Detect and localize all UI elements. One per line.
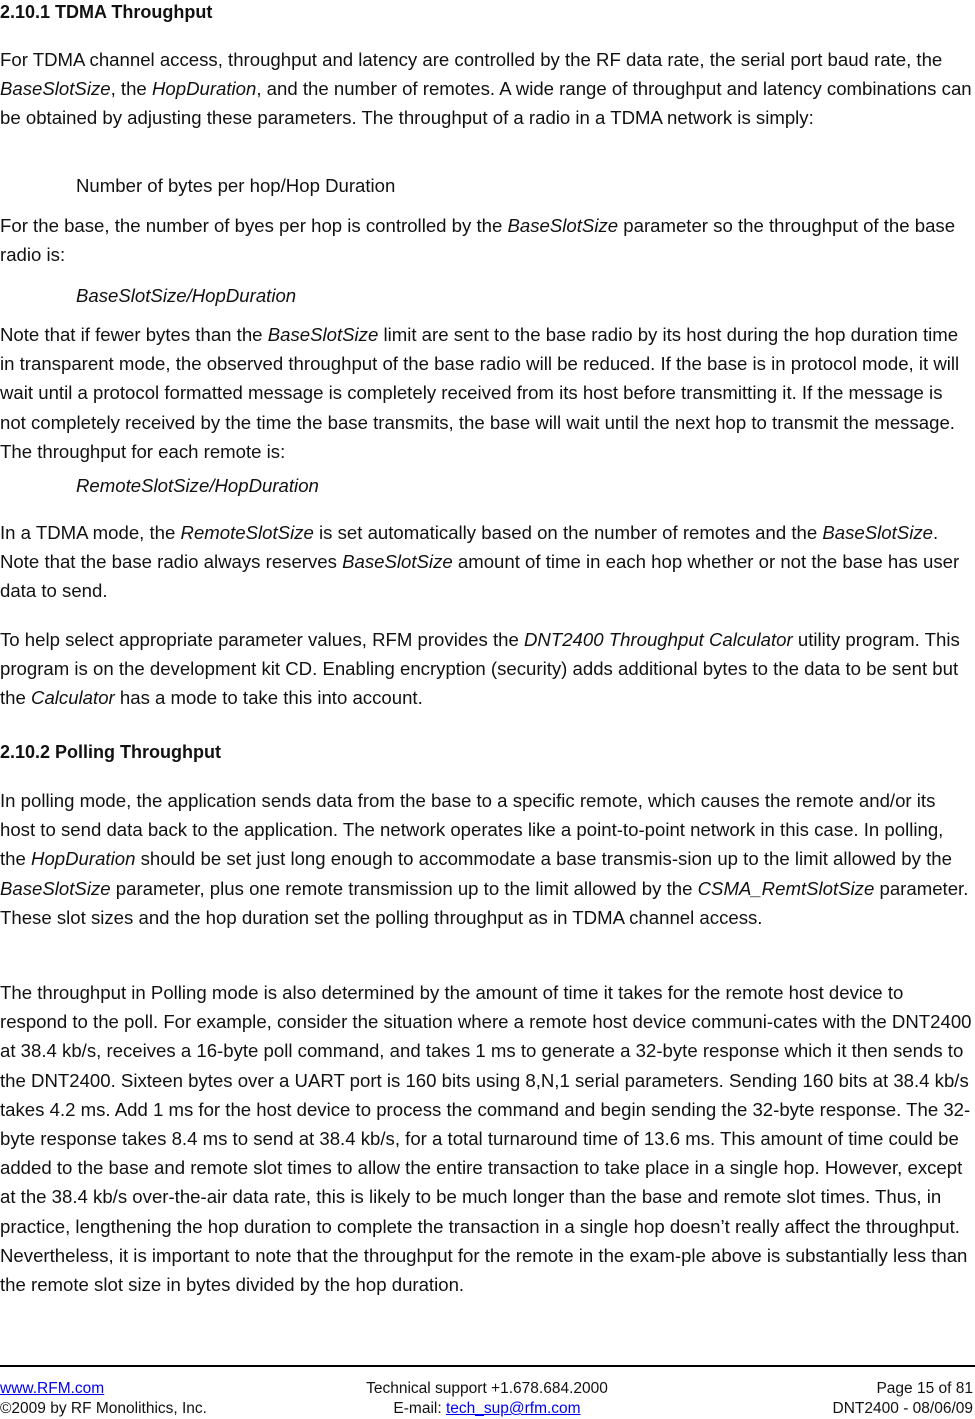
- footer-divider: [0, 1365, 975, 1367]
- footer-email: E-mail: tech_sup@rfm.com: [393, 1400, 581, 1417]
- formula-throughput: Number of bytes per hop/Hop Duration: [76, 175, 396, 196]
- paragraph-polling-mode: In polling mode, the application sends data from the base to a specific remote, which causes the remote and/or its host to send data back to the application. The network operates like a point-to-point network in this case. In polling, the HopDuration should be set just long enough to accommodate a base transmis-sion up to the limit allowed by the BaseSlotSize parameter, plus one remote transmission up to the limit allowed by the CSMA_RemtSlotSize parameter. These slot sizes and the hop duration set the polling throughput as in TDMA channel access.: [0, 790, 969, 928]
- paragraph-tdma-intro: For TDMA channel access, throughput and latency are controlled by the RF data rate, the serial port baud rate, the BaseSlotSize, the HopDuration, and the number of remotes. A wide range of throughput and latency combinations can be obtained by adjusting these parameters. The throughput of a radio in a TDMA network is simply:: [0, 49, 972, 129]
- paragraph-remote-slot-size: In a TDMA mode, the RemoteSlotSize is set automatically based on the number of remotes and the BaseSlotSize. Note that the base radio always reserves BaseSlotSize amount of time in each hop whether or not the base has user data to send.: [0, 522, 960, 602]
- footer-technical-support: Technical support +1.678.684.2000: [366, 1380, 608, 1397]
- formula-base-throughput: BaseSlotSize/HopDuration: [76, 285, 297, 306]
- paragraph-base-throughput: For the base, the number of byes per hop is controlled by the BaseSlotSize parameter so the throughput of the base radio is:: [0, 215, 956, 266]
- footer-document-id: DNT2400 - 08/06/09: [832, 1400, 973, 1417]
- paragraph-polling-turnaround: The throughput in Polling mode is also determined by the amount of time it takes for the remote host device to respond to the poll. For example, consider the situation where a remote host device communi-cates with the DNT2400 at 38.4 kb/s, receives a 16-byte poll command, and takes 1 ms to generate a 32-byte response which it then sends to the DNT2400. Sixteen bytes over a UART port is 160 bits using 8,N,1 serial parameters. Sending 160 bits at 38.4 kb/s takes 4.2 ms. Add 1 ms for the host device to process the command and begin sending the 32-byte response. The 32-byte response takes 8.4 ms to send at 38.4 kb/s, for a total turnaround time of 13.6 ms. This amount of time could be added to the base and remote slot times to allow the entire transaction to take place in a single hop. However, except at the 38.4 kb/s over-the-air data rate, this is likely to be much longer than the base and remote slot times. Thus, in practice, lengthening the hop duration to complete the transaction in a single hop doesn’t really affect the throughput. Nevertheless, it is important to note that the throughput for the remote in the exam-ple above is substantially less than the remote slot size in bytes divided by the hop duration.: [0, 982, 972, 1296]
- paragraph-throughput-calculator: To help select appropriate parameter values, RFM provides the DNT2400 Throughput Calculator utility program. This program is on the development kit CD. Enabling encryption (security) adds additional bytes to the data to be sent but the Calculator has a mode to take this into account.: [0, 629, 960, 709]
- footer-website-link[interactable]: www.RFM.com: [0, 1380, 105, 1397]
- formula-remote-throughput: RemoteSlotSize/HopDuration: [76, 475, 319, 496]
- section-heading-tdma-throughput: 2.10.1 TDMA Throughput: [0, 2, 213, 22]
- section-heading-polling-throughput: 2.10.2 Polling Throughput: [0, 742, 222, 762]
- footer-copyright: ©2009 by RF Monolithics, Inc.: [0, 1400, 207, 1417]
- footer-email-link[interactable]: tech_sup@rfm.com: [445, 1400, 581, 1417]
- paragraph-base-slot-note: Note that if fewer bytes than the BaseSlotSize limit are sent to the base radio by its host during the hop duration time in transparent mode, the observed throughput of the base radio will be reduced. If the base is in protocol mode, it will wait until a protocol formatted message is completely received from its host before transmitting it. If the message is not completely received by the time the base transmits, the base will wait until the next hop to transmit the message. The throughput for each remote is:: [0, 324, 960, 462]
- footer-page-number: Page 15 of 81: [876, 1380, 973, 1397]
